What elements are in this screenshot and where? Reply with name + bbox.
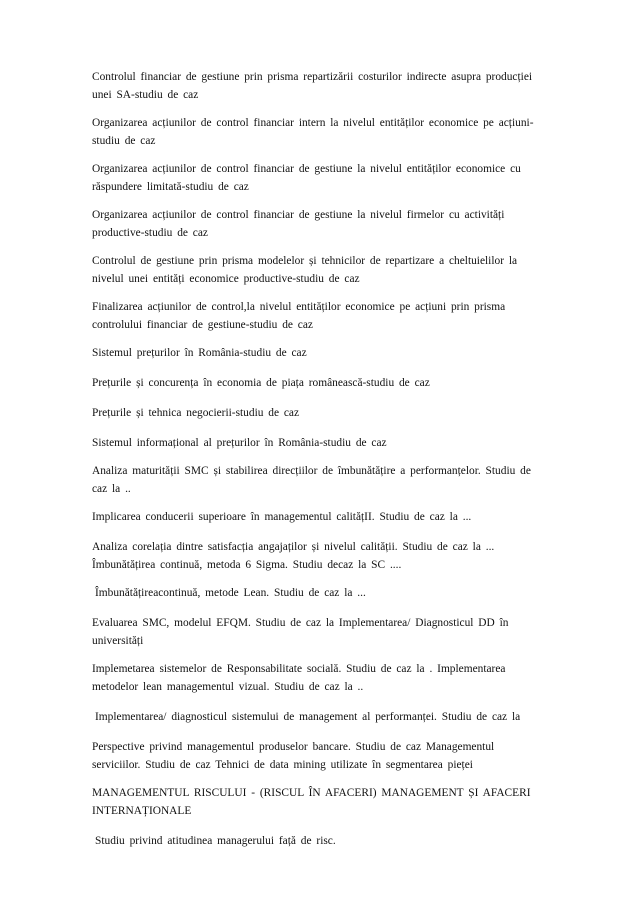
- list-item: Analiza corelația dintre satisfacția angajaților și nivelul calității. Studiu de caz la ... Îmbunătățirea continuă, metoda 6 Sigma. Studiu decaz la SC ....: [92, 541, 495, 571]
- list-item: Îmbunătățireacontinuă, metode Lean. Studiu de caz la ...: [95, 587, 366, 599]
- list-item: Implicarea conducerii superioare în managementul calitățII. Studiu de caz la ...: [92, 511, 472, 523]
- list-item: Analiza maturității SMC și stabilirea direcțiilor de îmbunătățire a performanțelor. Studiu de caz la ..: [92, 465, 531, 495]
- list-item: Implementarea/ diagnosticul sistemului de management al performanței. Studiu de caz la: [95, 711, 521, 723]
- document-body: [92, 68, 542, 860]
- list-item: Organizarea acțiunilor de control financiar de gestiune la nivelul firmelor cu activități productive-studiu de caz: [92, 209, 505, 239]
- list-item: Prețurile și concurența în economia de piața românească-studiu de caz: [92, 377, 430, 389]
- list-item: Finalizarea acțiunilor de control,la nivelul entităților economice pe acțiuni prin prisma controlului financiar de gestiune-studiu de caz: [92, 301, 506, 331]
- list-item: Controlul financiar de gestiune prin prisma repartizării costurilor indirecte asupra producției unei SA-studiu de caz: [92, 71, 533, 101]
- list-item: MANAGEMENTUL RISCULUI - (RISCUL ÎN AFACERI) MANAGEMENT ȘI AFACERI INTERNAȚIONALE: [92, 787, 531, 817]
- list-item: Organizarea acțiunilor de control financiar intern la nivelul entităților economice pe acțiuni-studiu de caz: [92, 117, 534, 147]
- list-item: Perspective privind managementul produselor bancare. Studiu de caz Managementul serviciilor. Studiu de caz Tehnici de data mining utilizate în segmentarea pieței: [92, 741, 495, 771]
- list-item: Organizarea acțiunilor de control financiar de gestiune la nivelul entităților economice cu răspundere limitată-studiu de caz: [92, 163, 521, 193]
- list-item: Studiu privind atitudinea managerului față de risc.: [95, 835, 336, 847]
- list-item: Implemetarea sistemelor de Responsabilitate socială. Studiu de caz la . Implementarea metodelor lean managementul vizual. Studiu de caz la ..: [92, 663, 506, 693]
- list-item: Controlul de gestiune prin prisma modelelor și tehnicilor de repartizare a cheltuielilor la nivelul unei entități economice productive-studiu de caz: [92, 255, 518, 285]
- list-item: Prețurile și tehnica negocierii-studiu de caz: [92, 407, 300, 419]
- list-item: Sistemul informațional al prețurilor în România-studiu de caz: [92, 437, 387, 449]
- list-item: Evaluarea SMC, modelul EFQM. Studiu de caz la Implementarea/ Diagnosticul DD în universități: [92, 617, 509, 647]
- list-item: Sistemul prețurilor în România-studiu de caz: [92, 347, 307, 359]
